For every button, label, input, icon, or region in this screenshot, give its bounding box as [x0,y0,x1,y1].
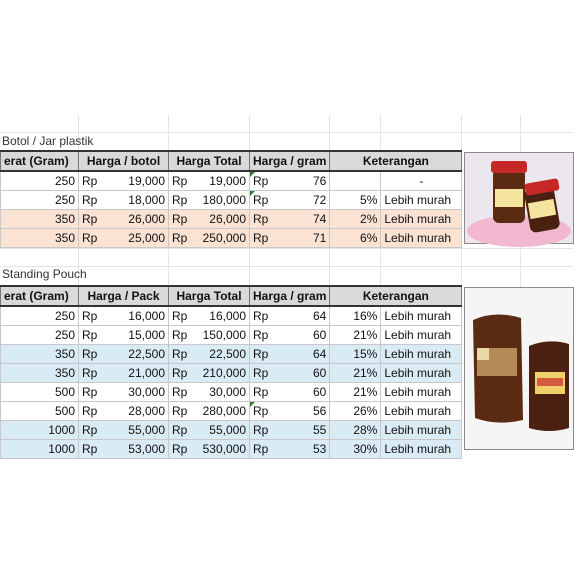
jar-product-photo [464,152,574,244]
cell-total[interactable]: 55,000 [191,421,250,440]
cell-total[interactable]: 19,000 [191,171,250,191]
cell-gram-rp[interactable]: Rp [250,229,272,248]
cell-harga-rp[interactable]: Rp [79,402,101,421]
cell-total-rp[interactable]: Rp [169,440,191,459]
cell-gram-rp[interactable]: Rp [250,191,272,210]
cell-gram-rp[interactable]: Rp [250,345,272,364]
cell-gram[interactable]: 56 [272,402,330,421]
cell-total-rp[interactable]: Rp [169,229,191,248]
cell-berat[interactable]: 350 [1,364,79,383]
cell-harga[interactable]: 26,000 [101,210,169,229]
cell-ket[interactable]: - [381,171,462,191]
cell-ket[interactable]: Lebih murah [381,421,462,440]
cell-gram[interactable]: 60 [272,326,330,345]
column-header[interactable]: Harga / gram [250,151,330,171]
cell-harga-rp[interactable]: Rp [79,326,101,345]
cell-harga-rp[interactable]: Rp [79,229,101,248]
column-header[interactable]: Harga / botol [79,151,169,171]
column-header[interactable]: Keterangan [330,151,462,171]
jar-illustration [465,153,573,243]
cell-ket[interactable]: Lebih murah [381,402,462,421]
cell-ket[interactable]: Lebih murah [381,440,462,459]
cell-harga-rp[interactable]: Rp [79,364,101,383]
table-row [1,383,462,402]
table-row [1,421,462,440]
cell-gram[interactable]: 71 [272,229,330,248]
column-header[interactable]: Keterangan [330,286,462,306]
table-row [1,345,462,364]
cell-ket[interactable]: Lebih murah [381,364,462,383]
cell-ket[interactable]: Lebih murah [381,191,462,210]
jar-price-table [0,150,462,248]
cell-berat[interactable]: 250 [1,326,79,345]
cell-harga-rp[interactable]: Rp [79,345,101,364]
cell-harga[interactable]: 28,000 [101,402,169,421]
table-row [1,402,462,421]
cell-harga[interactable]: 55,000 [101,421,169,440]
cell-pct[interactable]: 30% [330,440,381,459]
cell-berat[interactable]: 250 [1,306,79,326]
column-header[interactable]: erat (Gram) [1,151,79,171]
spreadsheet-view [0,115,573,456]
column-header[interactable]: Harga / Pack [79,286,169,306]
cell-harga-rp[interactable]: Rp [79,383,101,402]
cell-gram-rp[interactable]: Rp [250,383,272,402]
cell-harga[interactable]: 30,000 [101,383,169,402]
cell-total[interactable]: 210,000 [191,364,250,383]
cell-harga[interactable]: 18,000 [101,191,169,210]
table-row [1,229,462,248]
cell-total[interactable]: 280,000 [191,402,250,421]
column-header[interactable]: Harga Total [169,151,250,171]
table-row [1,364,462,383]
pouch-price-table [0,285,462,459]
cell-pct[interactable]: 5% [330,191,381,210]
cell-gram-rp[interactable]: Rp [250,421,272,440]
cell-gram-rp[interactable]: Rp [250,440,272,459]
column-header[interactable]: erat (Gram) [1,286,79,306]
cell-total[interactable]: 22,500 [191,345,250,364]
cell-pct[interactable] [330,171,381,191]
cell-total-rp[interactable]: Rp [169,306,191,326]
cell-gram-rp[interactable]: Rp [250,171,272,191]
cell-berat[interactable]: 350 [1,210,79,229]
cell-total[interactable]: 250,000 [191,229,250,248]
cell-gram[interactable]: 60 [272,364,330,383]
table-row [1,440,462,459]
cell-total-rp[interactable]: Rp [169,171,191,191]
pouch-product-photo [464,287,574,450]
cell-gram[interactable]: 74 [272,210,330,229]
cell-harga[interactable]: 25,000 [101,229,169,248]
cell-berat[interactable]: 250 [1,191,79,210]
cell-ket[interactable]: Lebih murah [381,345,462,364]
cell-gram[interactable]: 53 [272,440,330,459]
cell-total-rp[interactable]: Rp [169,383,191,402]
cell-gram[interactable]: 76 [272,171,330,191]
cell-harga[interactable]: 22,500 [101,345,169,364]
cell-ket[interactable]: Lebih murah [381,383,462,402]
cell-pct[interactable]: 2% [330,210,381,229]
cell-harga[interactable]: 19,000 [101,171,169,191]
cell-pct[interactable]: 15% [330,345,381,364]
column-header[interactable]: Harga / gram [250,286,330,306]
cell-ket[interactable]: Lebih murah [381,229,462,248]
cell-total-rp[interactable]: Rp [169,326,191,345]
cell-gram[interactable]: 72 [272,191,330,210]
cell-ket[interactable]: Lebih murah [381,326,462,345]
cell-pct[interactable]: 21% [330,364,381,383]
cell-gram[interactable]: 64 [272,306,330,326]
cell-total[interactable]: 530,000 [191,440,250,459]
cell-harga-rp[interactable]: Rp [79,421,101,440]
section-title-pouch: Standing Pouch [2,267,87,281]
cell-ket[interactable]: Lebih murah [381,210,462,229]
cell-harga-rp[interactable]: Rp [79,440,101,459]
cell-gram-rp[interactable]: Rp [250,306,272,326]
cell-total[interactable]: 150,000 [191,326,250,345]
cell-pct[interactable]: 16% [330,306,381,326]
gridline [0,248,573,249]
cell-berat[interactable]: 250 [1,171,79,191]
cell-berat[interactable]: 500 [1,383,79,402]
cell-gram-rp[interactable]: Rp [250,364,272,383]
gridline [0,132,573,133]
cell-harga[interactable]: 15,000 [101,326,169,345]
cell-total-rp[interactable]: Rp [169,421,191,440]
cell-gram[interactable]: 55 [272,421,330,440]
cell-total[interactable]: 180,000 [191,191,250,210]
cell-gram-rp[interactable]: Rp [250,326,272,345]
cell-ket[interactable]: Lebih murah [381,306,462,326]
table-row [1,210,462,229]
cell-harga-rp[interactable]: Rp [79,210,101,229]
table-row [1,306,462,326]
cell-total-rp[interactable]: Rp [169,191,191,210]
cell-berat[interactable]: 350 [1,229,79,248]
cell-harga-rp[interactable]: Rp [79,306,101,326]
cell-total-rp[interactable]: Rp [169,364,191,383]
cell-harga-rp[interactable]: Rp [79,171,101,191]
column-header[interactable]: Harga Total [169,286,250,306]
cell-pct[interactable]: 21% [330,326,381,345]
cell-pct[interactable]: 6% [330,229,381,248]
cell-harga[interactable]: 53,000 [101,440,169,459]
cell-gram[interactable]: 60 [272,383,330,402]
cell-berat[interactable]: 500 [1,402,79,421]
cell-total-rp[interactable]: Rp [169,402,191,421]
cell-pct[interactable]: 28% [330,421,381,440]
cell-berat[interactable]: 1000 [1,421,79,440]
cell-gram[interactable]: 64 [272,345,330,364]
cell-total[interactable]: 26,000 [191,210,250,229]
cell-harga[interactable]: 16,000 [101,306,169,326]
table-row [1,191,462,210]
cell-harga[interactable]: 21,000 [101,364,169,383]
cell-pct[interactable]: 21% [330,383,381,402]
cell-gram-rp[interactable]: Rp [250,402,272,421]
cell-total-rp[interactable]: Rp [169,345,191,364]
table-row [1,326,462,345]
pouch-illustration [465,288,573,449]
cell-berat[interactable]: 350 [1,345,79,364]
cell-gram-rp[interactable]: Rp [250,210,272,229]
cell-pct[interactable]: 26% [330,402,381,421]
cell-harga-rp[interactable]: Rp [79,191,101,210]
cell-total-rp[interactable]: Rp [169,210,191,229]
table-row [1,171,462,191]
cell-berat[interactable]: 1000 [1,440,79,459]
cell-total[interactable]: 30,000 [191,383,250,402]
section-title-jar: Botol / Jar plastik [2,134,94,148]
cell-total[interactable]: 16,000 [191,306,250,326]
